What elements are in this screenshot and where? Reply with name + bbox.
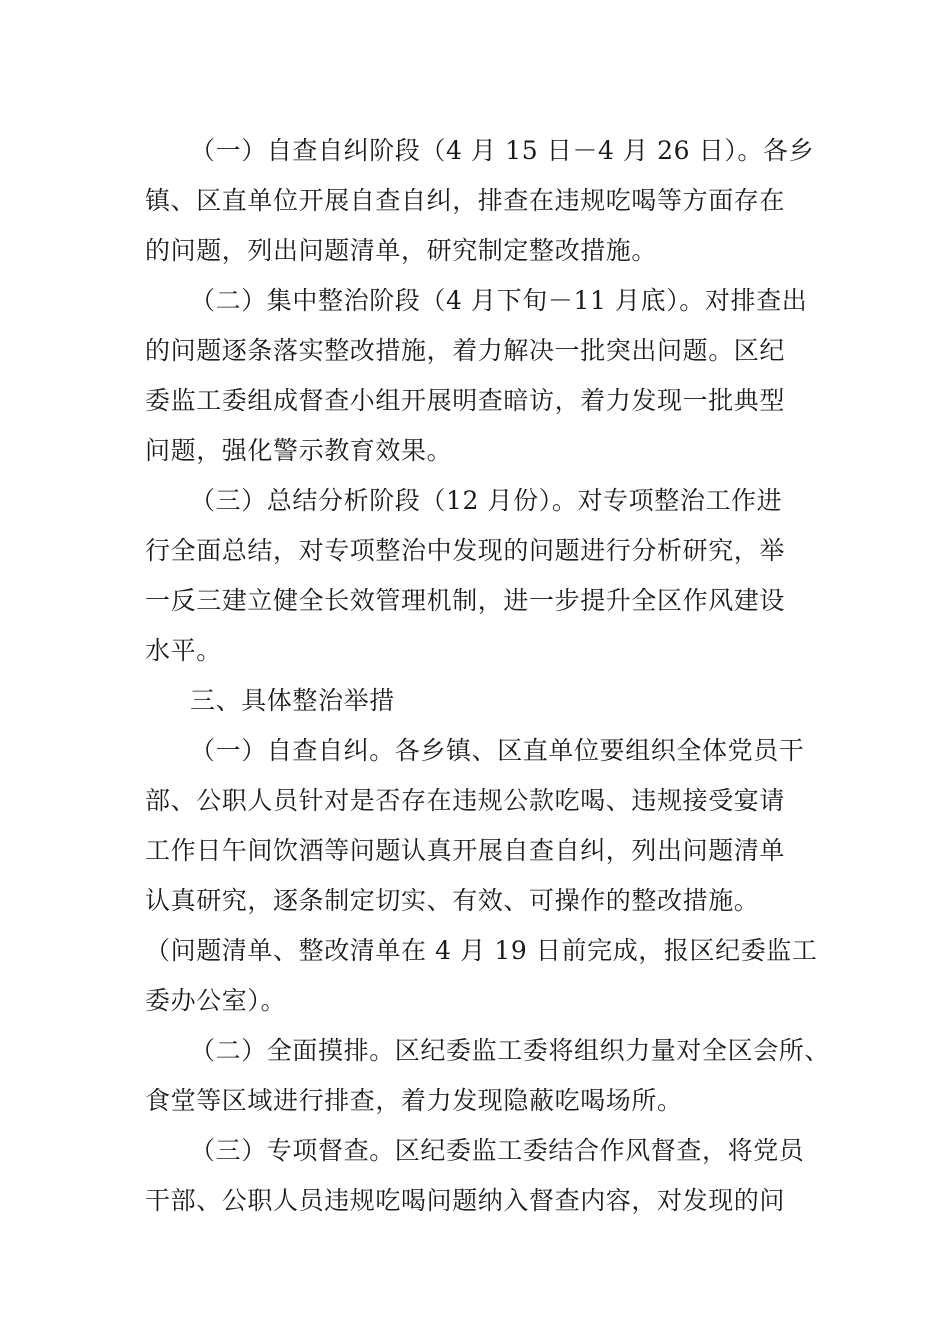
text-line: 委监工委组成督查小组开展明查暗访，着力发现一批典型	[145, 386, 786, 415]
text-line: （问题清单、整改清单在 4 月 19 日前完成，报区纪委监工	[145, 936, 818, 965]
text-line: 干部、公职人员违规吃喝问题纳入督查内容，对发现的问	[145, 1186, 786, 1215]
text-line: （二）集中整治阶段（4 月下旬－11 月底）。对排查出	[190, 286, 808, 315]
text-line: （一）自查自纠。各乡镇、区直单位要组织全体党员干	[190, 736, 805, 765]
text-line: 镇、区直单位开展自查自纠，排查在违规吃喝等方面存在	[145, 186, 786, 215]
text-line: 问题，强化警示教育效果。	[145, 436, 453, 465]
section-heading: 三、具体整治举措	[190, 686, 395, 715]
text-line: 的问题，列出问题清单，研究制定整改措施。	[145, 236, 658, 265]
text-line: （二）全面摸排。区纪委监工委将组织力量对全区会所、	[190, 1036, 831, 1065]
text-line: 的问题逐条落实整改措施，着力解决一批突出问题。区纪	[145, 336, 786, 365]
text-line: （一）自查自纠阶段（4 月 15 日－4 月 26 日）。各乡	[190, 136, 815, 165]
text-line: 部、公职人员针对是否存在违规公款吃喝、违规接受宴请	[145, 786, 786, 815]
text-line: 食堂等区域进行排查，着力发现隐蔽吃喝场所。	[145, 1086, 683, 1115]
text-line: 工作日午间饮酒等问题认真开展自查自纠，列出问题清单	[145, 836, 786, 865]
text-line: 行全面总结，对专项整治中发现的问题进行分析研究，举	[145, 536, 786, 565]
text-line: 认真研究，逐条制定切实、有效、可操作的整改措施。	[145, 886, 760, 915]
text-line: （三）总结分析阶段（12 月份）。对专项整治工作进	[190, 486, 783, 515]
text-line: 一反三建立健全长效管理机制，进一步提升全区作风建设	[145, 586, 786, 615]
text-line: （三）专项督查。区纪委监工委结合作风督查，将党员	[190, 1136, 805, 1165]
text-line: 委办公室）。	[145, 986, 287, 1015]
text-line: 水平。	[145, 636, 222, 665]
